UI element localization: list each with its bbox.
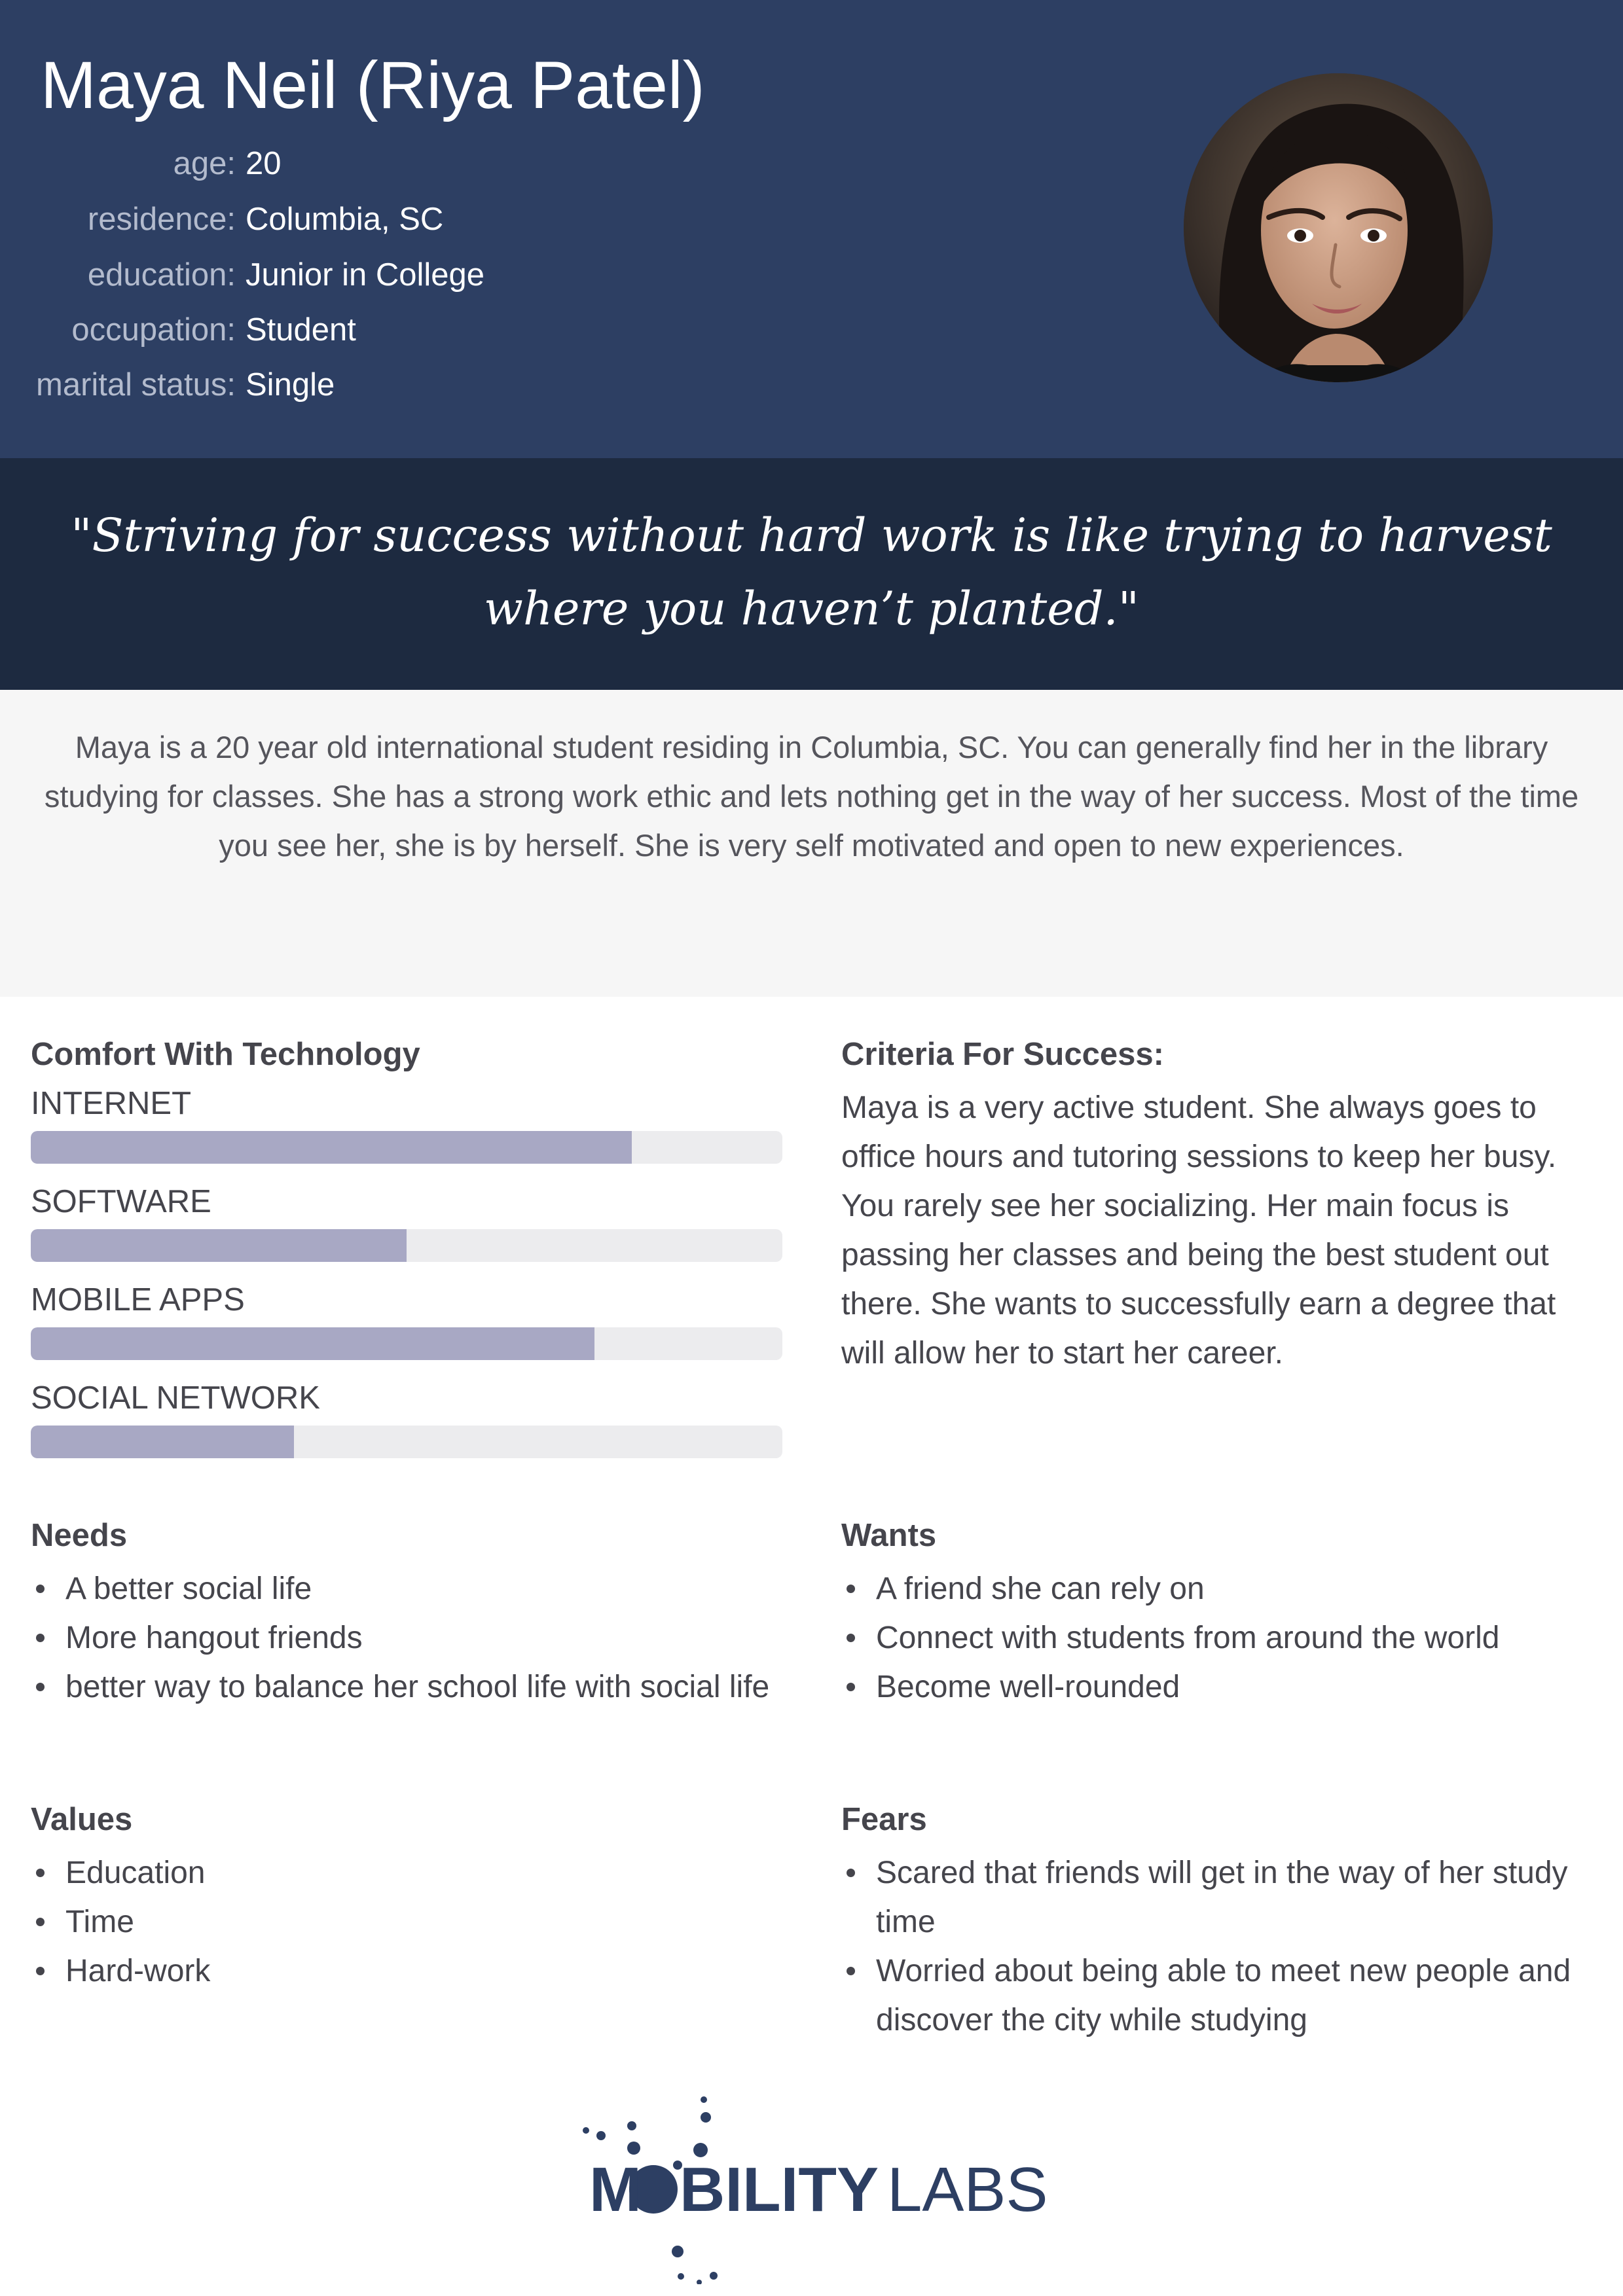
tech-bar-fill [31, 1327, 594, 1360]
info-value: 20 [246, 146, 282, 181]
list-item: Time [31, 1897, 771, 1946]
list-item: Connect with students from around the world [841, 1613, 1594, 1662]
tech-bar-mobile-apps [31, 1327, 782, 1360]
tech-bar-fill [31, 1426, 294, 1458]
tech-label-internet: INTERNET [31, 1086, 191, 1121]
info-row-residence [0, 201, 786, 247]
list-item: Become well-rounded [841, 1662, 1594, 1712]
mobility-labs-logo-mark [576, 2088, 1048, 2284]
list-item: better way to balance her school life with social life [31, 1662, 771, 1712]
fears-title: Fears [841, 1802, 927, 1837]
list-item: More hangout friends [31, 1613, 771, 1662]
persona-header [0, 0, 1623, 458]
info-value: Single [246, 367, 335, 403]
quote-band [0, 458, 1623, 690]
mobility-labs-logo [576, 2088, 1048, 2284]
values-title: Values [31, 1802, 133, 1837]
info-label: residence: [87, 202, 236, 237]
logo-word-labs: LABS [887, 2155, 1048, 2225]
list-item: Worried about being able to meet new people and discover the city while studying [841, 1946, 1594, 2045]
needs-list [31, 1564, 771, 1712]
persona-quote: "Striving for success without hard work is like trying to harvest where you haven’t planted." [71, 509, 1552, 636]
tech-bar-software [31, 1229, 782, 1262]
bio-band [0, 690, 1623, 997]
info-label: marital status: [36, 367, 236, 403]
list-item: Education [31, 1848, 771, 1897]
tech-label-mobile-apps: MOBILE APPS [31, 1282, 245, 1318]
info-value: Columbia, SC [246, 202, 444, 237]
values-list [31, 1848, 771, 1996]
list-item: A friend she can rely on [841, 1564, 1594, 1613]
info-value: Junior in College [246, 257, 484, 293]
needs-title: Needs [31, 1518, 128, 1553]
tech-bar-internet [31, 1131, 782, 1164]
info-label: education: [87, 257, 236, 293]
persona-photo [1184, 73, 1493, 382]
info-value: Student [246, 312, 356, 348]
technology-title: Comfort With Technology [31, 1037, 420, 1072]
tech-bar-fill [31, 1229, 407, 1262]
list-item: Hard-work [31, 1946, 771, 1996]
list-item: A better social life [31, 1564, 771, 1613]
info-row-occupation [0, 312, 786, 357]
info-row-age [0, 145, 786, 191]
info-label: age: [173, 146, 236, 181]
fears-list [841, 1848, 1594, 2045]
list-item: Scared that friends will get in the way of her study time [841, 1848, 1594, 1946]
info-label: occupation: [71, 312, 236, 348]
tech-bar-fill [31, 1131, 632, 1164]
criteria-title: Criteria For Success: [841, 1037, 1164, 1072]
wants-list [841, 1564, 1594, 1712]
tech-label-social-network: SOCIAL NETWORK [31, 1380, 320, 1416]
info-row-education [0, 257, 786, 302]
persona-portrait-illustration [1184, 73, 1493, 382]
wants-title: Wants [841, 1518, 937, 1553]
persona-bio: Maya is a 20 year old international student residing in Columbia, SC. You can generally find her in the library studying for classes. She has a strong work ethic and lets nothing get in the way of her success. Most of the time you see her, she is by herself. She is very self motivated and open to new experiences. [44, 730, 1579, 863]
logo-word-m: M [589, 2155, 642, 2225]
tech-bar-social-network [31, 1426, 782, 1458]
logo-word-bility: BILITY [680, 2155, 879, 2225]
tech-label-software: SOFTWARE [31, 1184, 211, 1219]
persona-name: Maya Neil (Riya Patel) [41, 48, 705, 122]
criteria-text: Maya is a very active student. She always goes to office hours and tutoring sessions to keep her busy. You rarely see her socializing. Her main focus is passing her classes and being the best student out there. She wants to successfully earn a degree that will allow her to start her career. [841, 1090, 1557, 1371]
info-row-marital-status [0, 367, 786, 412]
